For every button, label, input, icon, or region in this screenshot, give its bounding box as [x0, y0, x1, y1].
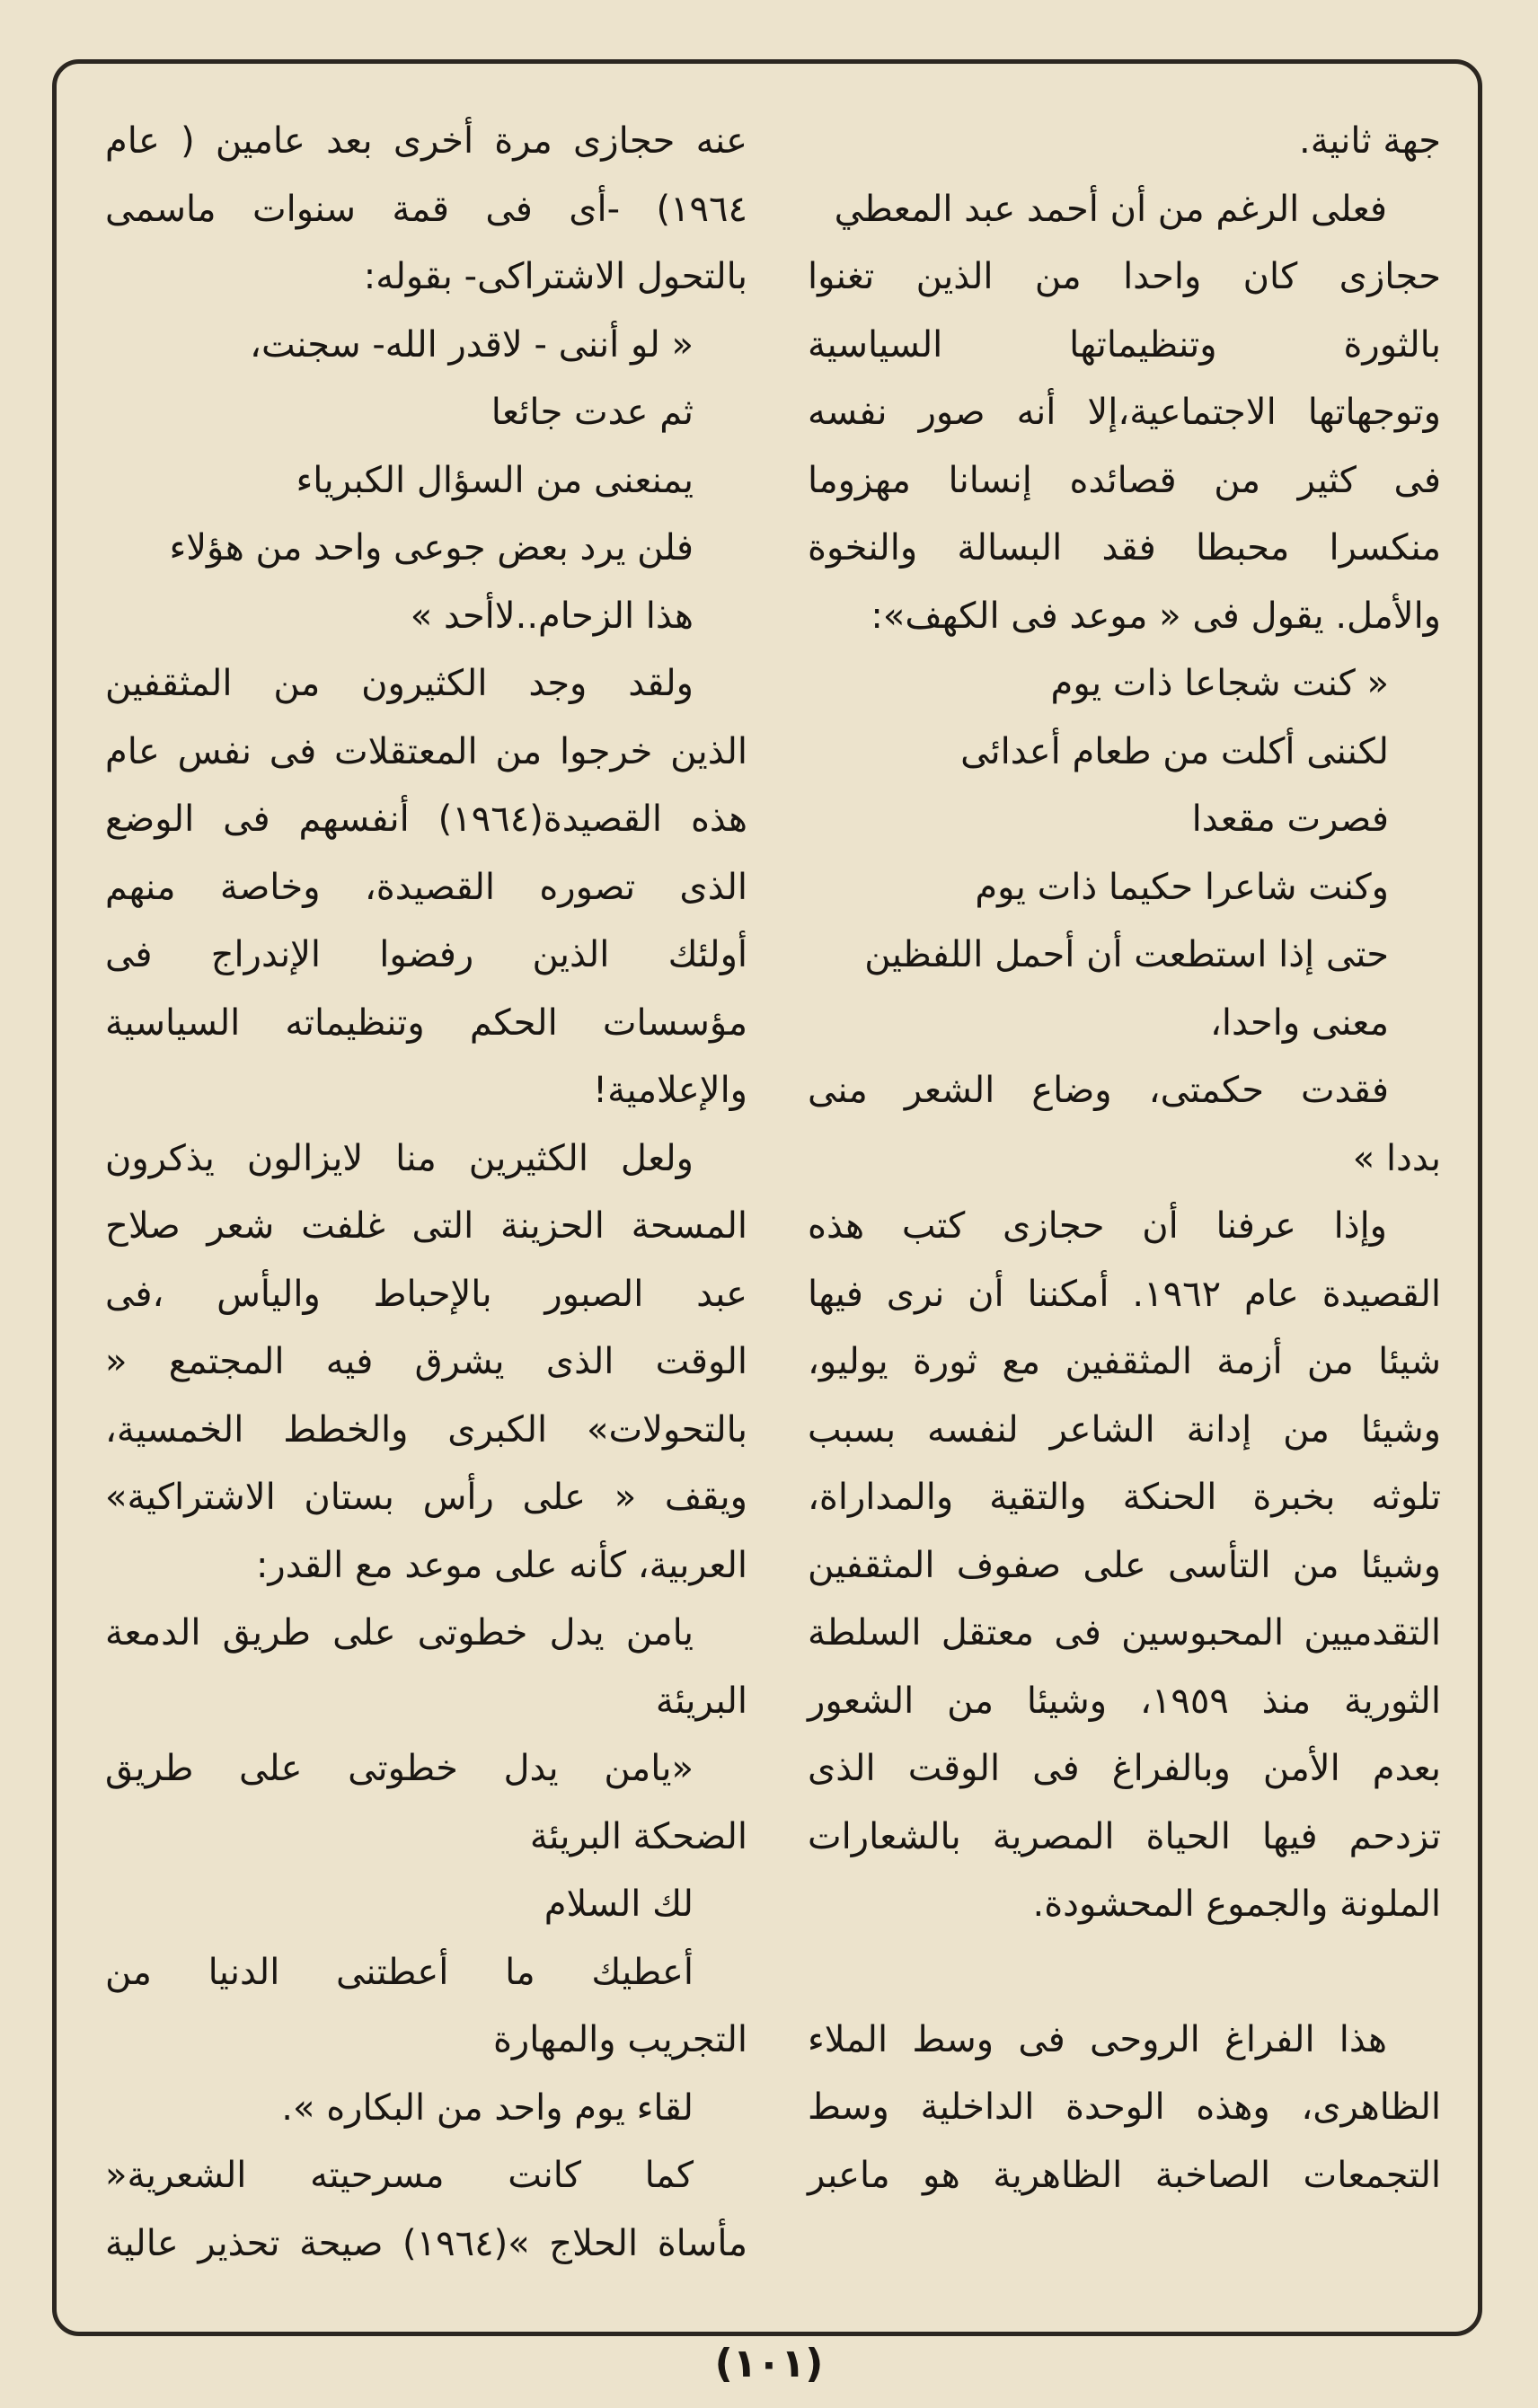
- left-column-line: والإعلامية!: [593, 1070, 747, 1111]
- left-text-column: [105, 108, 747, 2278]
- left-column-line: الذين خرجوا من المعتقلات فى نفس عام: [105, 730, 747, 772]
- right-column-line: فصرت مقعدا: [1191, 798, 1389, 840]
- right-text-column: [808, 108, 1441, 2210]
- right-column-line: الثورية منذ ١٩٥٩، وشيئا من الشعور: [808, 1680, 1441, 1722]
- left-column-line: الذى تصوره القصيدة، وخاصة منهم: [105, 866, 747, 908]
- right-column-line: وإذا عرفنا أن حجازى كتب هذه: [808, 1205, 1387, 1247]
- left-column-line: عبد الصبور بالإحباط واليأس ،فى: [105, 1273, 747, 1315]
- right-column-line: هذا الفراغ الروحى فى وسط الملاء: [808, 2018, 1387, 2060]
- left-column-line: مؤسسات الحكم وتنظيماته السياسية: [105, 1001, 747, 1044]
- right-column-line: وكنت شاعرا حكيما ذات يوم: [975, 866, 1389, 908]
- right-column-line: حجازى كان واحدا من الذين تغنوا: [808, 256, 1441, 297]
- left-column-line: لقاء يوم واحد من البكاره ».: [281, 2086, 694, 2129]
- left-column-line: الضحكة البريئة: [529, 1815, 747, 1857]
- left-column-line: ثم عدت جائعا: [491, 392, 694, 433]
- left-column-line: المسحة الحزينة التى غلفت شعر صلاح: [105, 1205, 747, 1247]
- right-column-line: وتوجهاتها الاجتماعية،إلا أنه صور نفسه: [808, 392, 1441, 433]
- left-column-line: ١٩٦٤) -أى فى قمة سنوات ماسمى: [105, 188, 747, 230]
- right-column-line: القصيدة عام ١٩٦٢. أمكننا أن نرى فيها: [808, 1273, 1441, 1315]
- left-column-line: ولقد وجد الكثيرون من المثقفين: [105, 663, 694, 704]
- left-column-line: ويقف « على رأس بستان الاشتراكية»: [105, 1477, 747, 1518]
- left-column-line: عنه حجازى مرة أخرى بعد عامين ( عام: [105, 120, 747, 162]
- right-column-line: بعدم الأمن وبالفراغ فى الوقت الذى: [808, 1748, 1441, 1789]
- right-column-line: بددا »: [1352, 1137, 1441, 1179]
- left-column-line: أولئك الذين رفضوا الإندراج فى: [105, 934, 747, 975]
- right-column-line: الملونة والجموع المحشودة.: [1032, 1883, 1441, 1925]
- right-column-line: وشيئا من إدانة الشاعر لنفسه بسبب: [808, 1408, 1441, 1451]
- left-column-line: كما كانت مسرحيته الشعرية«: [105, 2155, 694, 2196]
- left-column-line: هذا الزحام..لاأحد »: [410, 595, 694, 637]
- right-column-line: فى كثير من قصائده إنسانا مهزوما: [808, 459, 1441, 501]
- right-column-line: التقدميين المحبوسين فى معتقل السلطة: [808, 1612, 1441, 1654]
- right-column-line: تزدحم فيها الحياة المصرية بالشعارات: [808, 1815, 1441, 1857]
- left-column-line: مأساة الحلاج »(١٩٦٤) صيحة تحذير عالية: [105, 2222, 747, 2264]
- left-column-line: لك السلام: [544, 1883, 694, 1925]
- right-column-line: شيئا من أزمة المثقفين مع ثورة يوليو،: [808, 1341, 1441, 1382]
- right-column-line: والأمل. يقول فى « موعد فى الكهف»:: [871, 595, 1441, 637]
- right-column-line: فقدت حكمتى، وضاع الشعر منى: [808, 1070, 1389, 1111]
- right-column-line: جهة ثانية.: [1298, 120, 1441, 162]
- right-column-line: بالثورة وتنظيماتها السياسية: [808, 323, 1441, 366]
- left-column-line: هذه القصيدة(١٩٦٤) أنفسهم فى الوضع: [105, 798, 747, 840]
- left-column-line: الوقت الذى يشرق فيه المجتمع «: [105, 1341, 747, 1382]
- right-column-line: معنى واحدا،: [1209, 1001, 1389, 1044]
- right-column-line: وشيئا من التأسى على صفوف المثقفين: [808, 1544, 1441, 1586]
- left-column-line: بالتحولات» الكبرى والخطط الخمسية،: [105, 1408, 747, 1451]
- right-column-line: حتى إذا استطعت أن أحمل اللفظين: [864, 934, 1389, 975]
- left-column-line: أعطيك ما أعطتنى الدنيا من: [105, 1951, 694, 1993]
- page-number: (١٠١): [714, 2341, 824, 2386]
- right-column-line: فعلى الرغم من أن أحمد عبد المعطي: [834, 188, 1387, 230]
- left-column-line: البريئة: [655, 1680, 747, 1722]
- left-column-line: بالتحول الاشتراكى- بقوله:: [363, 256, 747, 297]
- right-column-line: الظاهرى، وهذه الوحدة الداخلية وسط: [808, 2086, 1441, 2128]
- left-column-line: التجريب والمهارة: [492, 2019, 747, 2060]
- left-column-line: يامن يدل خطوتى على طريق الدمعة: [105, 1612, 694, 1654]
- left-column-line: ولعل الكثيرين منا لايزالون يذكرون: [105, 1137, 694, 1179]
- left-column-line: « لو أننى - لاقدر الله- سجنت،: [250, 323, 694, 366]
- right-column-line: منكسرا محبطا فقد البسالة والنخوة: [808, 527, 1441, 569]
- left-column-line: العربية، كأنه على موعد مع القدر:: [255, 1544, 747, 1586]
- right-column-line: « كنت شجاعا ذات يوم: [1050, 663, 1389, 704]
- left-column-line: فلن يرد بعض جوعى واحد من هؤلاء: [169, 527, 694, 569]
- right-column-line: لكننى أكلت من طعام أعدائى: [960, 730, 1389, 772]
- left-column-line: يمنعنى من السؤال الكبرياء: [296, 459, 694, 501]
- right-column-line: تلوثه بخبرة الحنكة والتقية والمداراة،: [808, 1477, 1441, 1518]
- left-column-line: «يامن يدل خطوتى على طريق: [105, 1748, 694, 1789]
- right-column-line: التجمعات الصاخبة الظاهرية هو ماعبر: [808, 2154, 1441, 2196]
